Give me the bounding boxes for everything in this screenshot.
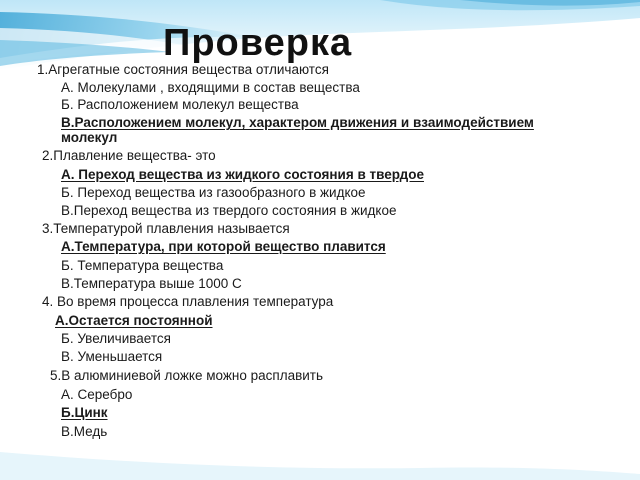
question-2: 2.Плавление вещества- это xyxy=(42,148,216,163)
q2-option-b: Б. Переход вещества из газообразного в жидкое xyxy=(61,185,366,200)
q3-option-a-answer: А.Температура, при которой вещество плавится xyxy=(61,239,386,254)
question-4: 4. Во время процесса плавления температура xyxy=(42,294,334,309)
question-1: 1.Агрегатные состояния вещества отличаются xyxy=(37,62,329,77)
q5-option-c: В.Медь xyxy=(61,424,108,439)
q4-option-a-answer: А.Остается постоянной xyxy=(55,313,213,328)
question-5: 5.В алюминиевой ложке можно расплавить xyxy=(50,368,324,383)
q1-option-a: А. Молекулами , входящими в состав вещества xyxy=(61,80,360,95)
q1-option-c-answer: В.Расположением молекул, характером движения и взаимодействием xyxy=(61,115,534,130)
q1-option-b: Б. Расположением молекул вещества xyxy=(61,97,299,112)
q5-option-a: А. Серебро xyxy=(61,387,133,402)
q4-option-b: Б. Увеличивается xyxy=(61,331,171,346)
q3-option-b: Б. Температура вещества xyxy=(61,258,224,273)
q4-option-c: В. Уменьшается xyxy=(61,349,163,364)
q5-option-b-answer: Б.Цинк xyxy=(61,405,108,420)
q1-option-c-continuation: молекул xyxy=(61,130,118,145)
question-3: 3.Температурой плавления называется xyxy=(42,221,290,236)
q3-option-c: В.Температура выше 1000 С xyxy=(61,276,242,291)
page-title: Проверка xyxy=(163,22,353,64)
q2-option-c: В.Переход вещества из твердого состояния в жидкое xyxy=(61,203,397,218)
q2-option-a: А. Переход вещества из жидкого состояния в твердое xyxy=(61,167,424,182)
